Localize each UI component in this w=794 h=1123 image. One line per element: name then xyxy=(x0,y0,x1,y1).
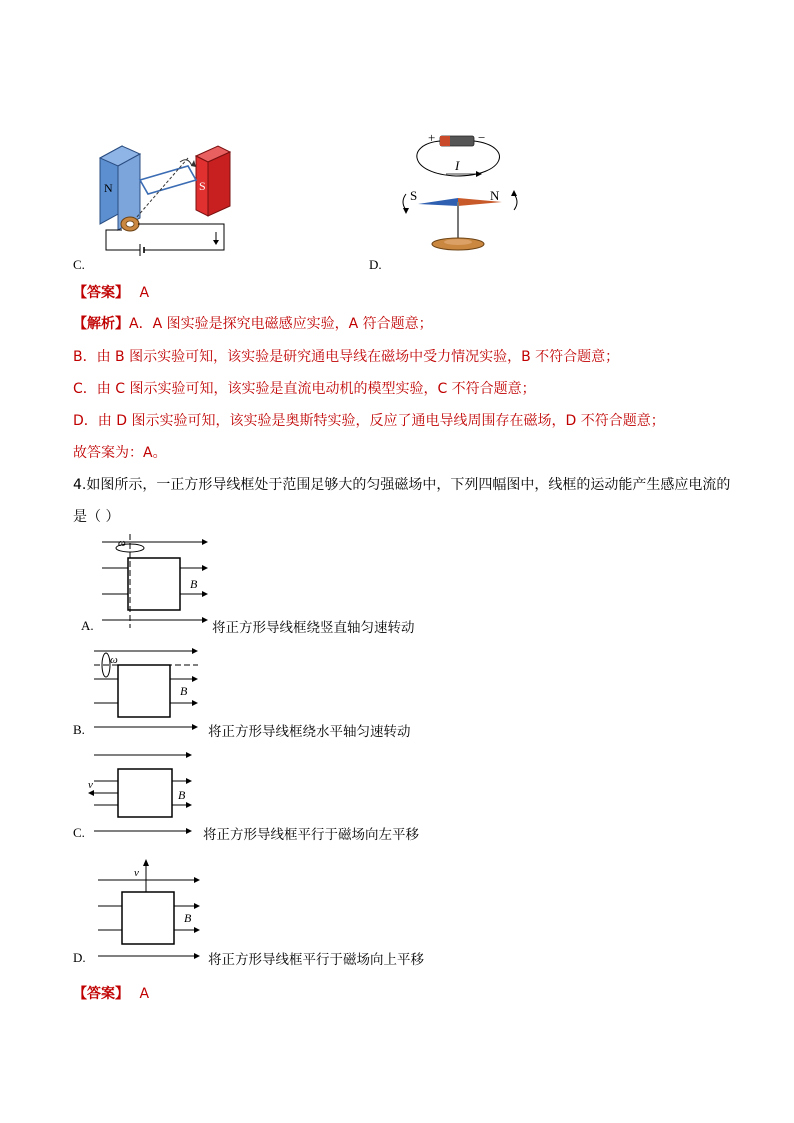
figure-option-c xyxy=(86,747,196,837)
q4-option-b-text[interactable]: 将正方形导线框绕水平轴匀速转动 xyxy=(208,724,411,740)
b-field-label: B xyxy=(180,684,188,698)
omega-label: ω xyxy=(110,654,118,666)
answer-tag: 【答案】 xyxy=(73,285,129,301)
velocity-label: v xyxy=(134,867,139,879)
q4-option-c-letter[interactable]: C. xyxy=(73,825,85,840)
q4-option-b-letter[interactable]: B. xyxy=(73,722,85,737)
battery-plus-label: + xyxy=(428,130,436,145)
q4-option-c-text[interactable]: 将正方形导线框平行于磁场向左平移 xyxy=(203,827,419,843)
b-field-label: B xyxy=(178,788,186,802)
omega-label: ω xyxy=(118,537,126,549)
b-field-label: B xyxy=(190,577,198,591)
q4-option-d-letter[interactable]: D. xyxy=(73,950,86,965)
compass-s-label: S xyxy=(410,188,418,203)
current-label: I xyxy=(455,158,460,173)
q3-analysis-line-4: D．由 D 图示实验可知，该实验是奥斯特实验，反应了通电导线周围存在磁场，D 不符合题意； xyxy=(73,413,665,429)
figure-motor-model xyxy=(92,140,242,260)
velocity-label: v xyxy=(88,779,93,791)
q3-conclusion: 故答案为：A。 xyxy=(73,445,167,461)
q4-stem-line-2: 是（ ） xyxy=(73,509,120,525)
q3-option-d-letter: D. xyxy=(369,257,382,272)
q4-option-a-letter[interactable]: A. xyxy=(81,618,94,633)
q3-answer xyxy=(73,283,149,303)
analysis-tag: 【解析】 xyxy=(73,316,129,332)
answer-value: A xyxy=(139,986,150,1002)
q3-analysis-line-2: B．由 B 图示实验可知，该实验是研究通电导线在磁场中受力情况实验，B 不符合题意； xyxy=(73,349,620,365)
b-field-label: B xyxy=(184,911,192,925)
q3-option-c-letter: C. xyxy=(73,257,85,272)
figure-option-a xyxy=(100,534,210,630)
figure-oersted-experiment xyxy=(396,128,526,260)
answer-value: A xyxy=(139,285,150,301)
battery-minus-label: − xyxy=(478,130,486,145)
answer-tag: 【答案】 xyxy=(73,986,129,1002)
q3-analysis-line-1: 【解析】A．A 图实验是探究电磁感应实验，A 符合题意； xyxy=(73,316,433,332)
q4-stem-line-1: 4.如图所示，一正方形导线框处于范围足够大的匀强磁场中，下列四幅图中，线框的运动能产生感应电流的 xyxy=(73,477,731,493)
q4-option-d-text[interactable]: 将正方形导线框平行于磁场向上平移 xyxy=(208,952,424,968)
q3-analysis-line-3: C．由 C 图示实验可知，该实验是直流电动机的模型实验，C 不符合题意； xyxy=(73,381,536,397)
figure-option-d xyxy=(94,858,204,962)
figure-option-b xyxy=(92,643,200,733)
magnet-s-label: S xyxy=(199,179,206,193)
q4-answer xyxy=(73,984,149,1004)
magnet-n-label: N xyxy=(104,181,113,195)
q4-option-a-text[interactable]: 将正方形导线框绕竖直轴匀速转动 xyxy=(212,620,415,636)
compass-n-label: N xyxy=(490,188,500,203)
